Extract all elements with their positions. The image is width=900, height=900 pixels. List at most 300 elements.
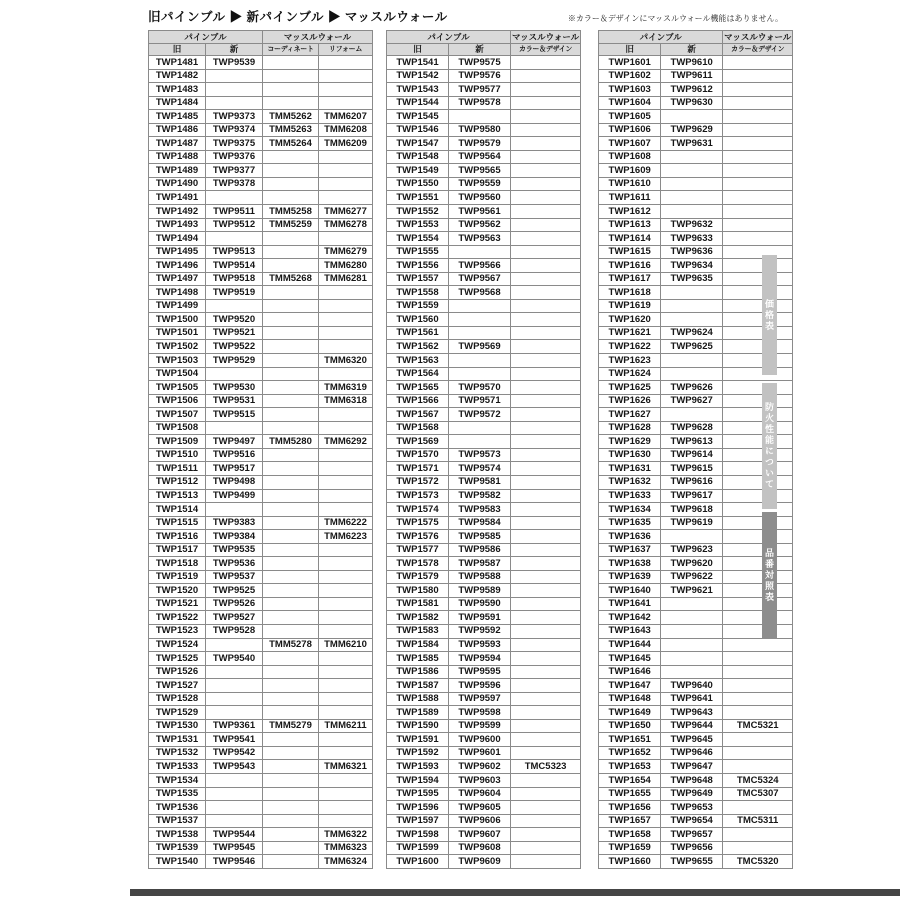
table-row xyxy=(387,584,581,598)
column-header: 旧 xyxy=(387,43,449,56)
new-code-cell: TWP9619 xyxy=(661,516,723,530)
table-row xyxy=(149,205,373,219)
table-row xyxy=(387,828,581,842)
old-code-cell: TWP1516 xyxy=(149,530,206,544)
musclewall-code-cell xyxy=(319,543,373,557)
new-code-cell: TWP9589 xyxy=(449,584,511,598)
musclewall-code-cell xyxy=(723,489,793,503)
musclewall-code-cell xyxy=(511,205,581,219)
old-code-cell: TWP1482 xyxy=(149,69,206,83)
new-code-cell: TWP9586 xyxy=(449,543,511,557)
musclewall-code-cell xyxy=(263,56,319,70)
new-code-cell: TWP9649 xyxy=(661,787,723,801)
old-code-cell: TWP1554 xyxy=(387,232,449,246)
table-row xyxy=(387,652,581,666)
table-row xyxy=(149,137,373,151)
old-code-cell: TWP1629 xyxy=(599,435,661,449)
new-code-cell: TWP9515 xyxy=(206,408,263,422)
old-code-cell: TWP1649 xyxy=(599,706,661,720)
table-row xyxy=(387,638,581,652)
new-code-cell xyxy=(449,354,511,368)
old-code-cell: TWP1657 xyxy=(599,814,661,828)
musclewall-code-cell xyxy=(511,326,581,340)
musclewall-code-cell xyxy=(319,733,373,747)
musclewall-code-cell: TMC5321 xyxy=(723,719,793,733)
color-design-note: ※カラー＆デザインにマッスルウォール機能はありません。 xyxy=(567,14,783,23)
group-header-painble: パインブル xyxy=(599,31,723,44)
musclewall-code-cell: TMM6281 xyxy=(319,272,373,286)
table-row xyxy=(149,232,373,246)
musclewall-code-cell xyxy=(511,746,581,760)
musclewall-code-cell xyxy=(263,746,319,760)
new-code-cell xyxy=(661,638,723,652)
new-code-cell: TWP9633 xyxy=(661,232,723,246)
table-row xyxy=(387,503,581,517)
new-code-cell: TWP9621 xyxy=(661,584,723,598)
group-header-painble: パインブル xyxy=(149,31,263,44)
new-code-cell: TWP9622 xyxy=(661,570,723,584)
new-code-cell: TWP9654 xyxy=(661,814,723,828)
musclewall-code-cell: TMM6210 xyxy=(319,638,373,652)
new-code-cell xyxy=(661,597,723,611)
musclewall-code-cell xyxy=(723,245,793,259)
musclewall-code-cell: TMC5320 xyxy=(723,855,793,869)
musclewall-code-cell xyxy=(511,381,581,395)
old-code-cell: TWP1541 xyxy=(387,56,449,70)
table-row xyxy=(599,83,793,97)
new-code-cell: TWP9645 xyxy=(661,733,723,747)
musclewall-code-cell xyxy=(263,597,319,611)
musclewall-code-cell xyxy=(511,69,581,83)
old-code-cell: TWP1642 xyxy=(599,611,661,625)
new-code-cell: TWP9567 xyxy=(449,272,511,286)
new-code-cell: TWP9601 xyxy=(449,746,511,760)
musclewall-code-cell xyxy=(263,543,319,557)
musclewall-code-cell: TMM6277 xyxy=(319,205,373,219)
old-code-cell: TWP1532 xyxy=(149,746,206,760)
table-row xyxy=(387,191,581,205)
new-code-cell xyxy=(206,787,263,801)
musclewall-code-cell xyxy=(511,611,581,625)
musclewall-code-cell xyxy=(319,801,373,815)
new-code-cell xyxy=(206,814,263,828)
table-row xyxy=(149,177,373,191)
table-row xyxy=(149,597,373,611)
new-code-cell: TWP9634 xyxy=(661,259,723,273)
musclewall-code-cell xyxy=(511,462,581,476)
new-code-cell: TWP9499 xyxy=(206,489,263,503)
table-row xyxy=(599,692,793,706)
musclewall-code-cell xyxy=(723,326,793,340)
table-row xyxy=(599,773,793,787)
table-row xyxy=(387,137,581,151)
old-code-cell: TWP1602 xyxy=(599,69,661,83)
musclewall-code-cell xyxy=(723,354,793,368)
old-code-cell: TWP1615 xyxy=(599,245,661,259)
old-code-cell: TWP1489 xyxy=(149,164,206,178)
table-row xyxy=(387,746,581,760)
old-code-cell: TWP1624 xyxy=(599,367,661,381)
table-row xyxy=(149,83,373,97)
musclewall-code-cell: TMM6321 xyxy=(319,760,373,774)
new-code-cell xyxy=(449,110,511,124)
musclewall-code-cell: TMM6323 xyxy=(319,841,373,855)
new-code-cell xyxy=(661,652,723,666)
old-code-cell: TWP1572 xyxy=(387,475,449,489)
old-code-cell: TWP1563 xyxy=(387,354,449,368)
new-code-cell: TWP9647 xyxy=(661,760,723,774)
musclewall-code-cell xyxy=(319,746,373,760)
table-row xyxy=(599,841,793,855)
musclewall-code-cell xyxy=(263,83,319,97)
old-code-cell: TWP1565 xyxy=(387,381,449,395)
new-code-cell: TWP9604 xyxy=(449,787,511,801)
old-code-cell: TWP1594 xyxy=(387,773,449,787)
musclewall-code-cell xyxy=(723,760,793,774)
old-code-cell: TWP1660 xyxy=(599,855,661,869)
musclewall-code-cell xyxy=(511,96,581,110)
new-code-cell: TWP9536 xyxy=(206,557,263,571)
old-code-cell: TWP1638 xyxy=(599,557,661,571)
musclewall-code-cell xyxy=(263,340,319,354)
old-code-cell: TWP1527 xyxy=(149,679,206,693)
new-code-cell: TWP9378 xyxy=(206,177,263,191)
column-header: カラー＆デザイン xyxy=(723,43,793,56)
musclewall-code-cell xyxy=(319,503,373,517)
musclewall-code-cell xyxy=(319,326,373,340)
conversion-table-1541-1600 xyxy=(386,30,581,869)
old-code-cell: TWP1626 xyxy=(599,394,661,408)
musclewall-code-cell xyxy=(263,652,319,666)
old-code-cell: TWP1526 xyxy=(149,665,206,679)
new-code-cell: TWP9585 xyxy=(449,530,511,544)
old-code-cell: TWP1507 xyxy=(149,408,206,422)
new-code-cell: TWP9644 xyxy=(661,719,723,733)
new-code-cell: TWP9543 xyxy=(206,760,263,774)
old-code-cell: TWP1585 xyxy=(387,652,449,666)
new-code-cell: TWP9597 xyxy=(449,692,511,706)
new-code-cell xyxy=(206,232,263,246)
table-row xyxy=(387,272,581,286)
musclewall-code-cell: TMM5262 xyxy=(263,110,319,124)
table-row xyxy=(599,679,793,693)
new-code-cell xyxy=(206,503,263,517)
table-row xyxy=(387,706,581,720)
old-code-cell: TWP1622 xyxy=(599,340,661,354)
new-code-cell xyxy=(206,801,263,815)
musclewall-code-cell xyxy=(723,218,793,232)
table-row xyxy=(387,733,581,747)
musclewall-code-cell xyxy=(319,814,373,828)
new-code-cell: TWP9588 xyxy=(449,570,511,584)
new-code-cell xyxy=(206,638,263,652)
musclewall-code-cell xyxy=(263,326,319,340)
new-code-cell xyxy=(206,773,263,787)
new-code-cell: TWP9613 xyxy=(661,435,723,449)
musclewall-code-cell xyxy=(319,570,373,584)
new-code-cell: TWP9383 xyxy=(206,516,263,530)
musclewall-code-cell xyxy=(263,354,319,368)
old-code-cell: TWP1524 xyxy=(149,638,206,652)
old-code-cell: TWP1508 xyxy=(149,421,206,435)
new-code-cell: TWP9540 xyxy=(206,652,263,666)
table-row xyxy=(387,435,581,449)
musclewall-code-cell xyxy=(263,232,319,246)
new-code-cell: TWP9566 xyxy=(449,259,511,273)
table-row xyxy=(599,652,793,666)
musclewall-code-cell xyxy=(263,313,319,327)
musclewall-code-cell xyxy=(723,475,793,489)
table-row xyxy=(387,475,581,489)
musclewall-code-cell xyxy=(511,773,581,787)
old-code-cell: TWP1501 xyxy=(149,326,206,340)
new-code-cell: TWP9377 xyxy=(206,164,263,178)
table-row xyxy=(387,448,581,462)
new-code-cell: TWP9582 xyxy=(449,489,511,503)
new-code-cell xyxy=(661,150,723,164)
musclewall-code-cell xyxy=(723,367,793,381)
new-code-cell xyxy=(661,408,723,422)
musclewall-code-cell xyxy=(511,83,581,97)
table-row xyxy=(149,638,373,652)
old-code-cell: TWP1513 xyxy=(149,489,206,503)
group-header-musclewall: マッスルウォール xyxy=(263,31,373,44)
old-code-cell: TWP1567 xyxy=(387,408,449,422)
musclewall-code-cell xyxy=(511,354,581,368)
new-code-cell: TWP9526 xyxy=(206,597,263,611)
musclewall-code-cell xyxy=(511,814,581,828)
new-code-cell: TWP9542 xyxy=(206,746,263,760)
tables-container xyxy=(148,30,793,869)
musclewall-code-cell xyxy=(723,164,793,178)
old-code-cell: TWP1506 xyxy=(149,394,206,408)
table-row xyxy=(387,381,581,395)
old-code-cell: TWP1573 xyxy=(387,489,449,503)
musclewall-code-cell xyxy=(319,773,373,787)
table-row xyxy=(149,123,373,137)
old-code-cell: TWP1488 xyxy=(149,150,206,164)
new-code-cell: TWP9577 xyxy=(449,83,511,97)
new-code-cell: TWP9625 xyxy=(661,340,723,354)
musclewall-code-cell xyxy=(263,286,319,300)
old-code-cell: TWP1647 xyxy=(599,679,661,693)
old-code-cell: TWP1611 xyxy=(599,191,661,205)
old-code-cell: TWP1519 xyxy=(149,570,206,584)
new-code-cell: TWP9584 xyxy=(449,516,511,530)
table-row xyxy=(149,96,373,110)
old-code-cell: TWP1603 xyxy=(599,83,661,97)
musclewall-code-cell xyxy=(723,299,793,313)
old-code-cell: TWP1587 xyxy=(387,679,449,693)
old-code-cell: TWP1635 xyxy=(599,516,661,530)
table-row xyxy=(387,760,581,774)
musclewall-code-cell xyxy=(319,299,373,313)
new-code-cell xyxy=(661,530,723,544)
table-row xyxy=(387,83,581,97)
table-row xyxy=(149,110,373,124)
table-row xyxy=(387,679,581,693)
musclewall-code-cell: TMM6320 xyxy=(319,354,373,368)
musclewall-code-cell xyxy=(723,69,793,83)
musclewall-code-cell xyxy=(723,150,793,164)
old-code-cell: TWP1653 xyxy=(599,760,661,774)
old-code-cell: TWP1553 xyxy=(387,218,449,232)
table-row xyxy=(387,801,581,815)
table-row xyxy=(387,259,581,273)
new-code-cell xyxy=(449,435,511,449)
table-row xyxy=(149,611,373,625)
new-code-cell xyxy=(661,624,723,638)
new-code-cell: TWP9375 xyxy=(206,137,263,151)
musclewall-code-cell xyxy=(263,394,319,408)
table-row xyxy=(387,367,581,381)
table-row xyxy=(599,218,793,232)
old-code-cell: TWP1496 xyxy=(149,259,206,273)
old-code-cell: TWP1509 xyxy=(149,435,206,449)
new-code-cell xyxy=(449,299,511,313)
old-code-cell: TWP1528 xyxy=(149,692,206,706)
column-header: リフォーム xyxy=(319,43,373,56)
musclewall-code-cell xyxy=(263,96,319,110)
musclewall-code-cell xyxy=(723,733,793,747)
musclewall-code-cell xyxy=(319,462,373,476)
old-code-cell: TWP1550 xyxy=(387,177,449,191)
new-code-cell: TWP9559 xyxy=(449,177,511,191)
table-row xyxy=(149,489,373,503)
musclewall-code-cell xyxy=(511,503,581,517)
table-row xyxy=(149,340,373,354)
table-row xyxy=(149,462,373,476)
old-code-cell: TWP1637 xyxy=(599,543,661,557)
table-row xyxy=(149,286,373,300)
musclewall-code-cell xyxy=(319,448,373,462)
musclewall-code-cell xyxy=(319,679,373,693)
new-code-cell: TWP9361 xyxy=(206,719,263,733)
new-code-cell xyxy=(449,367,511,381)
column-header: 新 xyxy=(206,43,263,56)
musclewall-code-cell xyxy=(511,543,581,557)
musclewall-code-cell xyxy=(263,624,319,638)
new-code-cell: TWP9544 xyxy=(206,828,263,842)
new-code-cell: TWP9512 xyxy=(206,218,263,232)
old-code-cell: TWP1487 xyxy=(149,137,206,151)
column-header-row xyxy=(599,43,793,56)
new-code-cell: TWP9629 xyxy=(661,123,723,137)
new-code-cell: TWP9620 xyxy=(661,557,723,571)
table-row xyxy=(149,557,373,571)
musclewall-code-cell xyxy=(319,489,373,503)
table-row xyxy=(599,733,793,747)
musclewall-code-cell xyxy=(511,245,581,259)
old-code-cell: TWP1631 xyxy=(599,462,661,476)
old-code-cell: TWP1486 xyxy=(149,123,206,137)
table-header xyxy=(387,31,581,56)
musclewall-code-cell xyxy=(319,83,373,97)
new-code-cell xyxy=(449,313,511,327)
new-code-cell: TWP9527 xyxy=(206,611,263,625)
new-code-cell: TWP9511 xyxy=(206,205,263,219)
musclewall-code-cell xyxy=(511,177,581,191)
new-code-cell: TWP9514 xyxy=(206,259,263,273)
old-code-cell: TWP1646 xyxy=(599,665,661,679)
table-row xyxy=(387,814,581,828)
old-code-cell: TWP1580 xyxy=(387,584,449,598)
old-code-cell: TWP1589 xyxy=(387,706,449,720)
old-code-cell: TWP1575 xyxy=(387,516,449,530)
old-code-cell: TWP1531 xyxy=(149,733,206,747)
musclewall-code-cell xyxy=(723,232,793,246)
musclewall-code-cell: TMM6280 xyxy=(319,259,373,273)
musclewall-code-cell xyxy=(263,692,319,706)
old-code-cell: TWP1498 xyxy=(149,286,206,300)
old-code-cell: TWP1588 xyxy=(387,692,449,706)
table-row xyxy=(599,746,793,760)
side-tab-part-number-reference: 品番対照表 xyxy=(762,512,777,639)
new-code-cell: TWP9563 xyxy=(449,232,511,246)
column-header: カラー＆デザイン xyxy=(511,43,581,56)
musclewall-code-cell xyxy=(511,787,581,801)
new-code-cell: TWP9519 xyxy=(206,286,263,300)
table-row xyxy=(387,205,581,219)
old-code-cell: TWP1643 xyxy=(599,624,661,638)
old-code-cell: TWP1505 xyxy=(149,381,206,395)
new-code-cell: TWP9627 xyxy=(661,394,723,408)
musclewall-code-cell xyxy=(511,191,581,205)
musclewall-code-cell xyxy=(319,421,373,435)
musclewall-code-cell: TMM5279 xyxy=(263,719,319,733)
musclewall-code-cell: TMM6318 xyxy=(319,394,373,408)
musclewall-code-cell xyxy=(263,828,319,842)
musclewall-code-cell xyxy=(723,435,793,449)
musclewall-code-cell xyxy=(511,164,581,178)
old-code-cell: TWP1608 xyxy=(599,150,661,164)
old-code-cell: TWP1485 xyxy=(149,110,206,124)
table-row xyxy=(149,164,373,178)
musclewall-code-cell xyxy=(511,489,581,503)
musclewall-code-cell xyxy=(723,205,793,219)
new-code-cell: TWP9580 xyxy=(449,123,511,137)
table-row xyxy=(149,787,373,801)
page-title: 旧パインブル ▶ 新パインブル ▶ マッスルウォール xyxy=(148,10,448,24)
new-code-cell: TWP9640 xyxy=(661,679,723,693)
old-code-cell: TWP1547 xyxy=(387,137,449,151)
new-code-cell: TWP9579 xyxy=(449,137,511,151)
musclewall-code-cell xyxy=(263,150,319,164)
table-row xyxy=(599,205,793,219)
new-code-cell: TWP9635 xyxy=(661,272,723,286)
new-code-cell: TWP9537 xyxy=(206,570,263,584)
musclewall-code-cell xyxy=(723,340,793,354)
old-code-cell: TWP1577 xyxy=(387,543,449,557)
old-code-cell: TWP1569 xyxy=(387,435,449,449)
table-row xyxy=(599,814,793,828)
old-code-cell: TWP1579 xyxy=(387,570,449,584)
musclewall-code-cell xyxy=(319,611,373,625)
musclewall-code-cell xyxy=(511,706,581,720)
musclewall-code-cell xyxy=(319,232,373,246)
group-header-row xyxy=(387,31,581,44)
table-row xyxy=(387,516,581,530)
table-row xyxy=(387,557,581,571)
old-code-cell: TWP1535 xyxy=(149,787,206,801)
old-code-cell: TWP1537 xyxy=(149,814,206,828)
old-code-cell: TWP1610 xyxy=(599,177,661,191)
old-code-cell: TWP1543 xyxy=(387,83,449,97)
table-body xyxy=(149,56,373,869)
musclewall-code-cell: TMM6324 xyxy=(319,855,373,869)
table-row xyxy=(149,326,373,340)
old-code-cell: TWP1590 xyxy=(387,719,449,733)
